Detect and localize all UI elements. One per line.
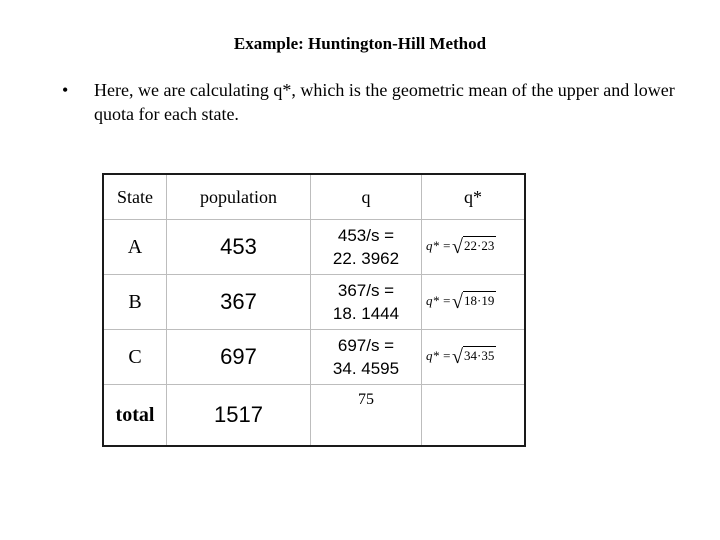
table-total-row <box>103 385 525 447</box>
header-q: q <box>311 174 422 220</box>
bullet-text: Here, we are calculating q*, which is the geometric mean of the upper and lower quota for each state. <box>94 80 675 124</box>
total-qstar <box>422 385 526 447</box>
q-expression: 367/s = <box>337 281 395 300</box>
q-expression: 697/s = <box>337 336 395 355</box>
q-cell <box>311 275 422 330</box>
slide-title: Example: Huntington-Hill Method <box>233 34 487 53</box>
table-row <box>103 330 525 385</box>
geometric-mean-formula <box>426 291 496 314</box>
population-cell: 453 <box>167 220 311 275</box>
formula-lhs: q* = <box>426 347 452 363</box>
q-value: 22. 3962 <box>332 249 400 268</box>
q-value: 18. 1444 <box>332 304 400 323</box>
square-root-icon: √ <box>452 345 464 368</box>
q-expression: 453/s = <box>337 226 395 245</box>
geometric-mean-formula <box>426 346 496 369</box>
square-root-icon: √ <box>452 290 464 313</box>
geometric-mean-formula <box>426 236 496 259</box>
formula-radicand: 18·19 <box>464 292 495 308</box>
state-cell: A <box>103 220 167 275</box>
table-row <box>103 220 525 275</box>
formula-lhs: q* = <box>426 237 452 253</box>
square-root-icon: √ <box>452 235 464 258</box>
total-q: 75 <box>311 385 422 447</box>
total-population: 1517 <box>167 385 311 447</box>
table-header-row <box>103 174 525 220</box>
q-value: 34. 4595 <box>332 359 400 378</box>
bullet-symbol: • <box>62 80 69 100</box>
qstar-cell <box>422 275 526 330</box>
quota-table <box>102 173 526 447</box>
qstar-cell <box>422 220 526 275</box>
population-cell: 367 <box>167 275 311 330</box>
q-cell <box>311 220 422 275</box>
qstar-cell <box>422 330 526 385</box>
formula-radicand: 34·35 <box>464 347 495 363</box>
table-row <box>103 275 525 330</box>
population-cell: 697 <box>167 330 311 385</box>
q-cell <box>311 330 422 385</box>
total-label: total <box>103 385 167 447</box>
state-cell: C <box>103 330 167 385</box>
header-qstar: q* <box>422 174 526 220</box>
header-state: State <box>103 174 167 220</box>
formula-lhs: q* = <box>426 292 452 308</box>
formula-radicand: 22·23 <box>464 237 495 253</box>
state-cell: B <box>103 275 167 330</box>
header-population: population <box>167 174 311 220</box>
